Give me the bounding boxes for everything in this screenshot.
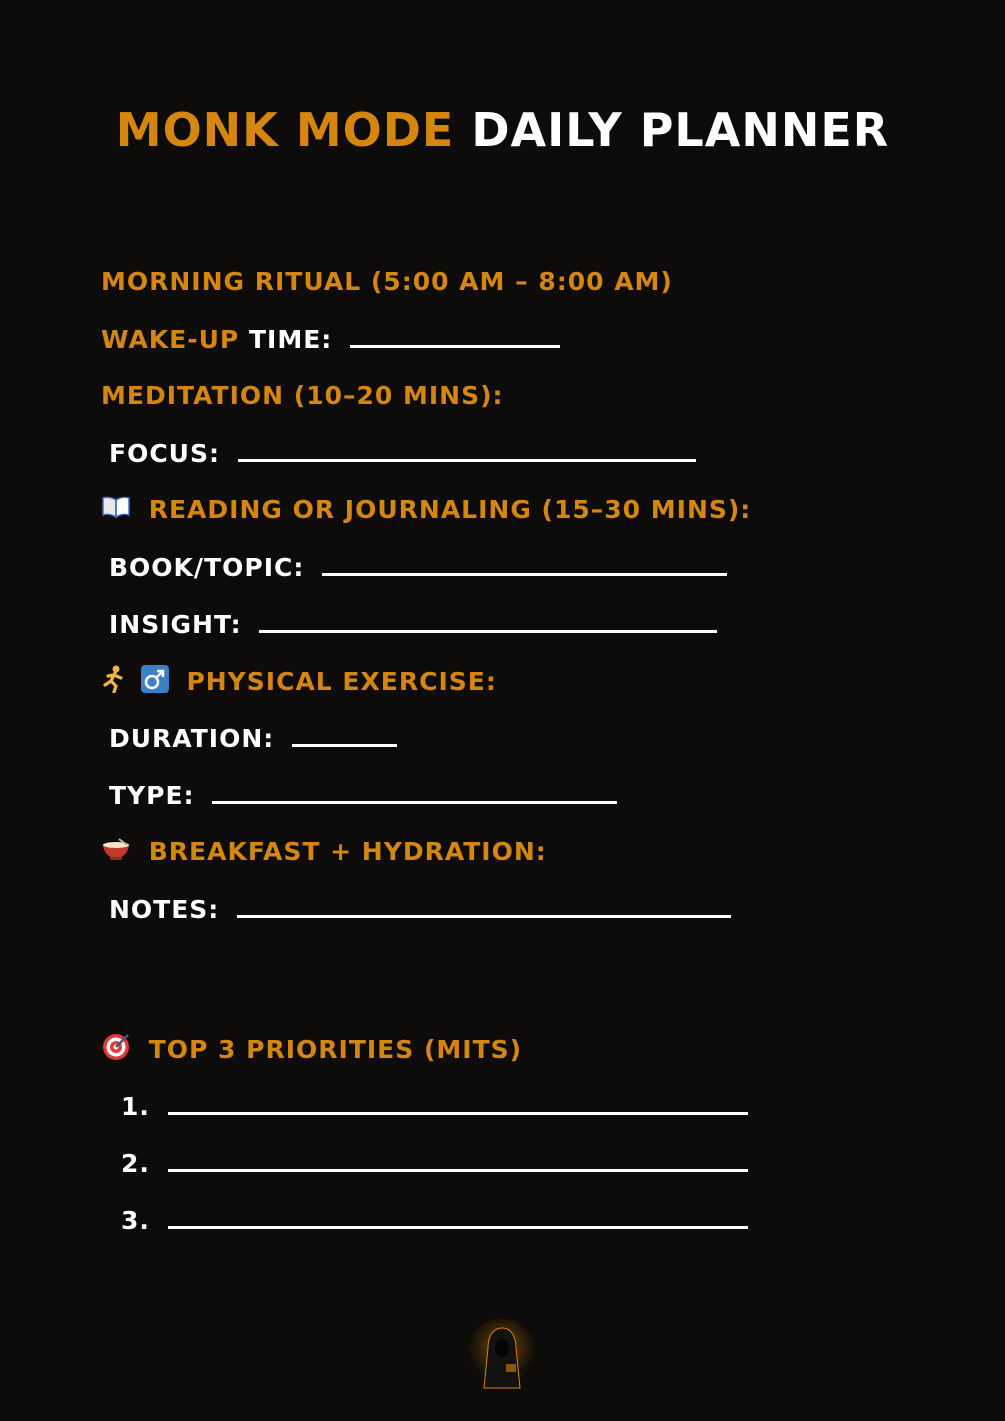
breakfast-heading: BREAKFAST + HYDRATION: — [148, 837, 547, 866]
wake-up-label-a: WAKE-UP — [101, 325, 240, 354]
insight-label: INSIGHT: — [109, 610, 242, 639]
focus-field[interactable] — [238, 437, 696, 462]
exercise-heading: PHYSICAL EXERCISE: — [186, 667, 497, 696]
wake-up-row — [101, 323, 560, 356]
breakfast-heading-row — [101, 836, 547, 869]
meditation-heading: MEDITATION (10–20 MINS): — [101, 381, 504, 410]
notes-label: NOTES: — [109, 895, 220, 924]
hooded-monk-logo — [466, 1318, 538, 1390]
duration-row — [109, 722, 397, 755]
running-man-icon — [101, 665, 127, 701]
wake-up-label-b: TIME: — [248, 325, 333, 354]
priority-item — [121, 1147, 748, 1180]
page-title — [0, 100, 1005, 160]
title-accent: MONK MODE — [115, 103, 455, 157]
type-label: TYPE: — [109, 781, 195, 810]
duration-label: DURATION: — [109, 724, 275, 753]
type-field[interactable] — [212, 779, 617, 804]
target-icon — [101, 1032, 131, 1070]
exercise-heading-row — [101, 665, 497, 701]
notes-field[interactable] — [237, 893, 731, 918]
priorities-heading: TOP 3 PRIORITIES (MITS) — [148, 1035, 523, 1064]
book-label: BOOK/TOPIC: — [109, 553, 305, 582]
priority-number: 2. — [121, 1149, 150, 1178]
book-field[interactable] — [322, 551, 727, 576]
reading-heading-row — [101, 494, 751, 527]
open-book-icon — [101, 495, 131, 527]
title-rest: DAILY PLANNER — [471, 103, 890, 157]
priority-field-3[interactable] — [168, 1204, 748, 1229]
focus-row — [109, 437, 696, 470]
priorities-heading-row — [101, 1032, 522, 1070]
reading-heading: READING OR JOURNALING (15–30 MINS): — [148, 495, 752, 524]
type-row — [109, 779, 617, 812]
insight-row — [109, 608, 717, 641]
duration-field[interactable] — [292, 722, 397, 747]
priority-field-2[interactable] — [168, 1147, 748, 1172]
notes-row — [109, 893, 731, 926]
priority-field-1[interactable] — [168, 1090, 748, 1115]
morning-ritual-heading: MORNING RITUAL (5:00 AM – 8:00 AM) — [101, 267, 673, 296]
male-sign-icon — [141, 665, 169, 701]
book-row — [109, 551, 727, 584]
priority-item — [121, 1204, 748, 1237]
priority-number: 3. — [121, 1206, 150, 1235]
bowl-icon — [101, 837, 131, 869]
insight-field[interactable] — [259, 608, 717, 633]
priority-item — [121, 1090, 748, 1123]
focus-label: FOCUS: — [109, 439, 220, 468]
priority-number: 1. — [121, 1092, 150, 1121]
wake-up-time-field[interactable] — [350, 323, 560, 348]
